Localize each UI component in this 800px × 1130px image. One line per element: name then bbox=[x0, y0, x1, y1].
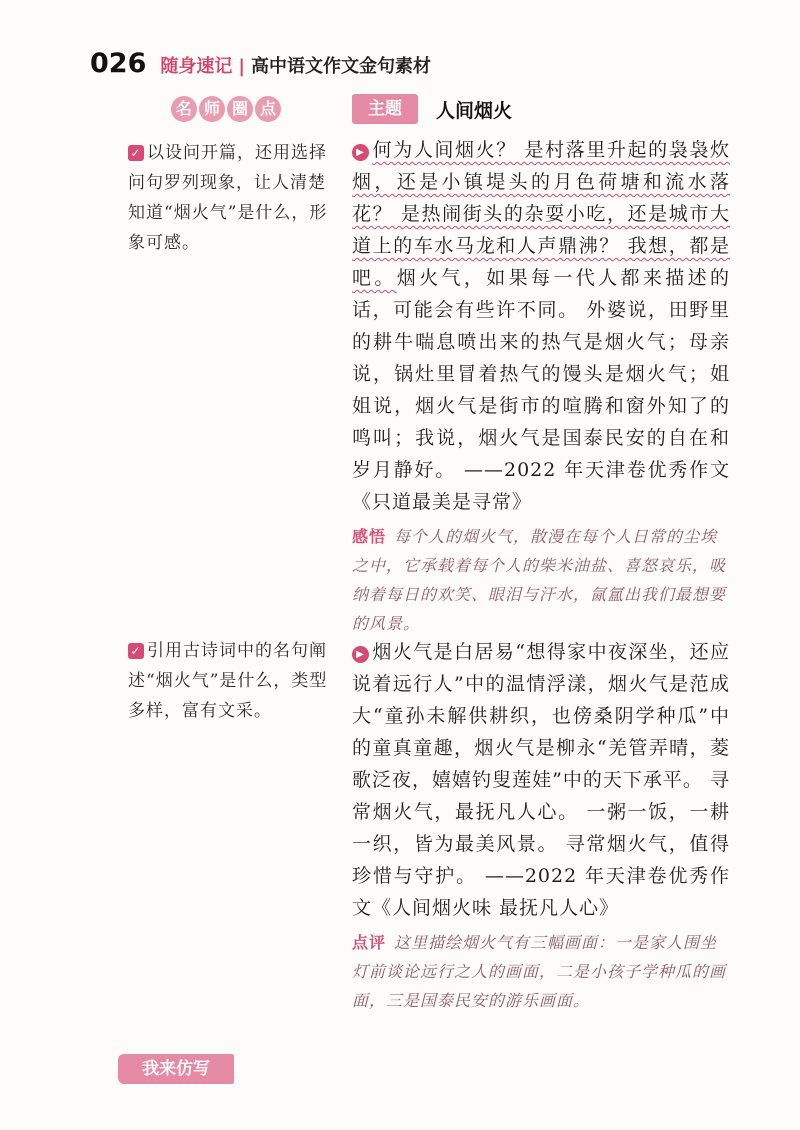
page-header bbox=[90, 48, 431, 84]
passage-body: 烟火气是白居易“想得家中夜深坐，还应说着远行人”中的温情浮漾，烟火气是范成大“童孙未解供耕织，也傍桑阴学种瓜”中的童真童趣，烟火气是柳永“羌管弄晴，菱歌泛夜，嬉嬉钓叟莲娃”中的天下承平。 寻常烟火气，最抚凡人心。 一粥一饭，一耕一织，皆为最美风景。 寻常烟火气，值得珍惜与守护。 ——2022 年天津卷优秀作文《人间烟火味 最抚凡人心》 bbox=[352, 641, 730, 919]
passage-text bbox=[352, 134, 730, 518]
page-number: 026 bbox=[90, 48, 147, 79]
comment-block bbox=[352, 928, 730, 1015]
play-icon: ▶ bbox=[352, 646, 369, 663]
play-icon: ▶ bbox=[352, 144, 369, 161]
comment-label: 点评 bbox=[352, 933, 387, 952]
comment-text: 每个人的烟火气，散漫在每个人日常的尘埃之中，它承载着每个人的柴米油盐、喜怒哀乐，吸纳着每日的欢笑、眼泪与汗水，氤氲出我们最想要的风景。 bbox=[352, 527, 727, 633]
badge-char: 点 bbox=[255, 96, 281, 122]
badge-char: 师 bbox=[199, 96, 225, 122]
imitation-writing-tag: 我来仿写 bbox=[118, 1054, 234, 1084]
teacher-note bbox=[128, 138, 328, 258]
checkbox-icon: ✓ bbox=[128, 643, 144, 659]
theme-title: 人间烟火 bbox=[436, 100, 513, 122]
note-text: 以设问开篇，还用选择问句罗列现象，让人清楚知道“烟火气”是什么，形象可感。 bbox=[128, 143, 328, 253]
badge-char: 名 bbox=[171, 96, 197, 122]
badge-char: 圈 bbox=[227, 96, 253, 122]
passage-text bbox=[352, 636, 730, 924]
teacher-note bbox=[128, 636, 328, 726]
header-separator: | bbox=[238, 56, 245, 77]
teacher-notes-badge bbox=[170, 94, 282, 124]
comment-block bbox=[352, 522, 730, 638]
comment-label: 感悟 bbox=[352, 527, 387, 546]
passage bbox=[352, 636, 730, 1015]
series-name: 随身速记 bbox=[160, 56, 233, 77]
highlighted-text: 何为人间烟火？ 是村落里升起的袅袅炊烟，还是小镇堤头的月色荷塘和流水落花？ 是热闹街头的杂耍小吃，还是城市大道上的车水马龙和人声鼎沸？ 我想，都是吧。 bbox=[352, 139, 730, 289]
passage bbox=[352, 134, 730, 638]
book-title: 高中语文作文金句素材 bbox=[250, 56, 431, 77]
note-text: 引用古诗词中的名句阐述“烟火气”是什么，类型多样，富有文采。 bbox=[128, 641, 328, 721]
theme-tag: 主题 bbox=[352, 94, 418, 124]
comment-text: 这里描绘烟火气有三幅画面：一是家人围坐灯前谈论远行之人的画面，二是小孩子学种瓜的画面，三是国泰民安的游乐画面。 bbox=[352, 933, 727, 1010]
checkbox-icon: ✓ bbox=[128, 145, 144, 161]
passage-body: 烟火气，如果每一代人都来描述的话，可能会有些许不同。 外婆说，田野里的耕牛喘息喷出来的热气是烟火气；母亲说，锅灶里冒着热气的馒头是烟火气；姐姐说，烟火气是街市的喧腾和窗外知了的鸣叫；我说，烟火气是国泰民安的自在和岁月静好。 ——2022 年天津卷优秀作文《只道最美是寻常》 bbox=[352, 267, 730, 513]
